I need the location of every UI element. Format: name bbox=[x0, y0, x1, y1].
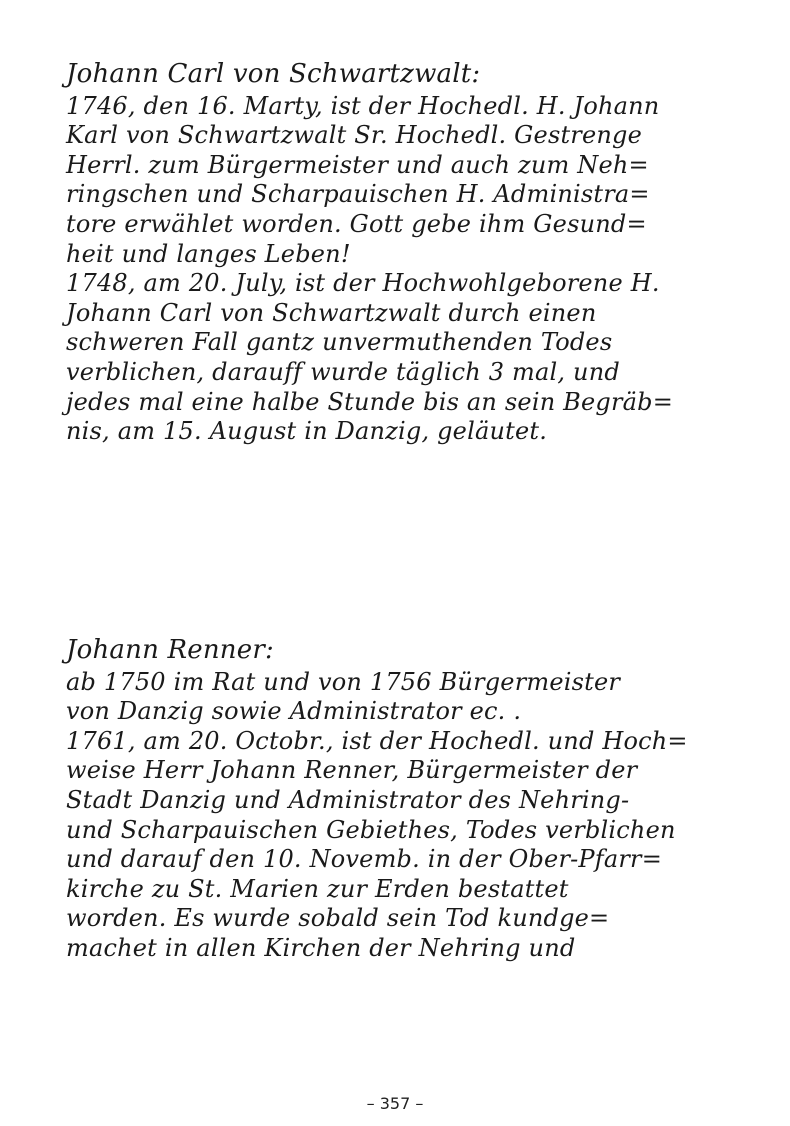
text-line: verblichen, darauff wurde täglich 3 mal, und bbox=[66, 357, 620, 386]
page-number: – 357 – bbox=[366, 1094, 424, 1113]
text-line: und darauf den 10. Novemb. in der Ober-Pfarr= bbox=[66, 845, 663, 874]
text-line: nis, am 15. August in Danzig, geläutet. bbox=[66, 417, 548, 446]
text-line: 1761, am 20. Octobr., ist der Hochedl. und Hoch= bbox=[66, 726, 688, 755]
text-line: schweren Fall gantz unvermuthenden Todes bbox=[66, 328, 613, 357]
entry-heading: Johann Carl von Schwartzwalt: bbox=[66, 59, 481, 89]
text-line: weise Herr Johann Renner, Bürgermeister der bbox=[66, 756, 638, 785]
text-line: Herrl. zum Bürgermeister und auch zum Neh= bbox=[66, 150, 649, 179]
entry-renner bbox=[66, 636, 766, 964]
text-line: heit und langes Leben! bbox=[66, 239, 351, 268]
text-line: kirche zu St. Marien zur Erden bestattet bbox=[66, 874, 569, 903]
text-line: tore erwählet worden. Gott gebe ihm Gesund= bbox=[66, 209, 647, 238]
entry-heading: Johann Renner: bbox=[66, 635, 274, 665]
text-line: ringschen und Scharpauischen H. Administra= bbox=[66, 180, 650, 209]
text-line: Johann Carl von Schwartzwalt durch einen bbox=[66, 298, 597, 327]
text-line: jedes mal eine halbe Stunde bis an sein Begräb= bbox=[66, 387, 674, 416]
text-line: von Danzig sowie Administrator ec. . bbox=[66, 697, 522, 726]
text-line: worden. Es wurde sobald sein Tod kundge= bbox=[66, 904, 610, 933]
text-line: 1748, am 20. July, ist der Hochwohlgeborene H. bbox=[66, 269, 660, 298]
text-line: machet in allen Kirchen der Nehring und bbox=[66, 933, 576, 962]
entry-schwartzwalt bbox=[66, 60, 766, 447]
text-line: ab 1750 im Rat und von 1756 Bürgermeister bbox=[66, 667, 621, 696]
text-line: 1746, den 16. Marty, ist der Hochedl. H. Johann bbox=[66, 91, 660, 120]
text-line: Stadt Danzig und Administrator des Nehring- bbox=[66, 785, 630, 814]
text-line: und Scharpauischen Gebiethes, Todes verblichen bbox=[66, 815, 676, 844]
text-line: Karl von Schwartzwalt Sr. Hochedl. Gestrenge bbox=[66, 121, 643, 150]
